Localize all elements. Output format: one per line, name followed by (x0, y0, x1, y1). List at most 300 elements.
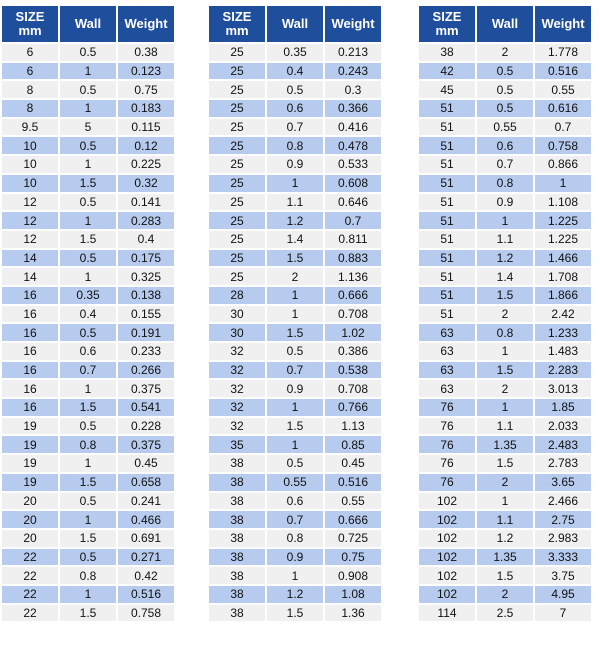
wall-cell: 1 (60, 455, 116, 472)
table-row (209, 81, 381, 98)
weight-cell: 0.55 (325, 493, 381, 510)
wall-cell: 1.2 (267, 586, 323, 603)
table-row (419, 586, 591, 603)
size-cell: 12 (2, 212, 58, 229)
wall-cell: 0.5 (477, 63, 533, 80)
weight-cell: 0.325 (118, 268, 174, 285)
size-cell: 51 (419, 268, 475, 285)
weight-cell: 2.283 (535, 362, 591, 379)
weight-cell: 0.271 (118, 549, 174, 566)
table-row (209, 418, 381, 435)
wall-cell: 1 (477, 212, 533, 229)
weight-cell: 1.225 (535, 212, 591, 229)
wall-cell: 1 (60, 156, 116, 173)
wall-cell: 0.5 (60, 81, 116, 98)
wall-cell: 1.2 (477, 530, 533, 547)
table-row (209, 324, 381, 341)
table-row (209, 399, 381, 416)
wall-cell: 0.6 (477, 137, 533, 154)
wall-cell: 1.5 (267, 605, 323, 622)
wall-cell: 1 (267, 287, 323, 304)
weight-cell: 0.416 (325, 119, 381, 136)
header-wall: Wall (267, 6, 323, 42)
wall-cell: 0.55 (267, 474, 323, 491)
size-cell: 102 (419, 586, 475, 603)
size-cell: 25 (209, 81, 265, 98)
weight-cell: 0.55 (535, 81, 591, 98)
size-cell: 22 (2, 586, 58, 603)
weight-cell: 0.908 (325, 567, 381, 584)
weight-cell: 0.45 (325, 455, 381, 472)
table-row (2, 306, 174, 323)
size-cell: 38 (209, 474, 265, 491)
size-cell: 76 (419, 399, 475, 416)
wall-cell: 2 (267, 268, 323, 285)
weight-cell: 0.115 (118, 119, 174, 136)
weight-cell: 0.811 (325, 231, 381, 248)
table-row (419, 231, 591, 248)
size-cell: 38 (209, 530, 265, 547)
table-row (419, 493, 591, 510)
weight-cell: 0.191 (118, 324, 174, 341)
wall-cell: 0.5 (267, 81, 323, 98)
table-row (209, 175, 381, 192)
weight-cell: 0.243 (325, 63, 381, 80)
wall-cell: 0.4 (60, 306, 116, 323)
wall-cell: 1 (267, 567, 323, 584)
header-size: SIZE mm (209, 6, 265, 42)
size-cell: 63 (419, 380, 475, 397)
wall-cell: 1.5 (477, 567, 533, 584)
weight-cell: 0.375 (118, 380, 174, 397)
weight-cell: 2.75 (535, 511, 591, 528)
table-row (419, 436, 591, 453)
wall-cell: 1 (60, 63, 116, 80)
size-cell: 35 (209, 436, 265, 453)
table-row (419, 156, 591, 173)
table-row (419, 63, 591, 80)
wall-cell: 0.7 (267, 511, 323, 528)
weight-cell: 2.483 (535, 436, 591, 453)
wall-cell: 1.4 (267, 231, 323, 248)
size-cell: 10 (2, 156, 58, 173)
size-cell: 30 (209, 306, 265, 323)
weight-cell: 0.366 (325, 100, 381, 117)
wall-cell: 1 (267, 436, 323, 453)
wall-cell: 0.5 (60, 493, 116, 510)
table-row (209, 137, 381, 154)
table-row (419, 380, 591, 397)
weight-cell: 1.136 (325, 268, 381, 285)
weight-cell: 1.225 (535, 231, 591, 248)
weight-cell: 0.386 (325, 343, 381, 360)
table-row (419, 175, 591, 192)
size-cell: 12 (2, 231, 58, 248)
weight-cell: 0.666 (325, 511, 381, 528)
wall-cell: 1.5 (60, 175, 116, 192)
wall-cell: 1 (477, 493, 533, 510)
table-row (2, 362, 174, 379)
table-row (209, 511, 381, 528)
weight-cell: 0.691 (118, 530, 174, 547)
table-row (2, 455, 174, 472)
size-cell: 16 (2, 287, 58, 304)
size-cell: 102 (419, 567, 475, 584)
wall-cell: 0.5 (477, 100, 533, 117)
table-row (209, 586, 381, 603)
size-cell: 14 (2, 268, 58, 285)
size-cell: 8 (2, 100, 58, 117)
wall-cell: 0.8 (267, 137, 323, 154)
size-cell: 16 (2, 380, 58, 397)
header-weight: Weight (325, 6, 381, 42)
table-row (2, 549, 174, 566)
size-cell: 22 (2, 605, 58, 622)
weight-cell: 1.85 (535, 399, 591, 416)
wall-cell: 0.5 (60, 194, 116, 211)
wall-cell: 1 (60, 586, 116, 603)
size-cell: 25 (209, 250, 265, 267)
weight-cell: 0.85 (325, 436, 381, 453)
weight-cell: 0.38 (118, 44, 174, 61)
size-cell: 76 (419, 474, 475, 491)
wall-cell: 0.35 (60, 287, 116, 304)
size-cell: 19 (2, 455, 58, 472)
wall-cell: 2 (477, 380, 533, 397)
wall-cell: 0.6 (267, 493, 323, 510)
size-cell: 25 (209, 44, 265, 61)
wall-cell: 2 (477, 586, 533, 603)
weight-cell: 0.516 (325, 474, 381, 491)
weight-cell: 0.32 (118, 175, 174, 192)
wall-cell: 1 (267, 175, 323, 192)
size-cell: 76 (419, 418, 475, 435)
wall-cell: 1 (477, 343, 533, 360)
wall-cell: 0.7 (267, 362, 323, 379)
size-cell: 25 (209, 119, 265, 136)
size-cell: 63 (419, 362, 475, 379)
weight-cell: 0.538 (325, 362, 381, 379)
table-row (2, 250, 174, 267)
size-cell: 38 (209, 455, 265, 472)
size-cell: 6 (2, 44, 58, 61)
table-row (2, 343, 174, 360)
weight-cell: 2.466 (535, 493, 591, 510)
table-row (209, 455, 381, 472)
wall-cell: 0.5 (477, 81, 533, 98)
table-row (209, 530, 381, 547)
size-cell: 16 (2, 362, 58, 379)
table-row (2, 380, 174, 397)
weight-cell: 1 (535, 175, 591, 192)
table-row (209, 436, 381, 453)
wall-cell: 0.5 (267, 455, 323, 472)
wall-cell: 2 (477, 44, 533, 61)
table-row (209, 474, 381, 491)
size-cell: 25 (209, 63, 265, 80)
size-cell: 42 (419, 63, 475, 80)
weight-cell: 0.646 (325, 194, 381, 211)
weight-cell: 0.516 (118, 586, 174, 603)
table-row (2, 268, 174, 285)
wall-cell: 0.8 (60, 567, 116, 584)
weight-cell: 0.7 (325, 212, 381, 229)
weight-cell: 0.7 (535, 119, 591, 136)
size-cell: 38 (209, 493, 265, 510)
size-cell: 38 (419, 44, 475, 61)
table-row (419, 100, 591, 117)
wall-cell: 0.9 (477, 194, 533, 211)
wall-cell: 0.5 (60, 250, 116, 267)
table-row (2, 156, 174, 173)
size-wall-weight-table-1 (0, 4, 176, 623)
table-row (209, 119, 381, 136)
wall-cell: 0.6 (60, 343, 116, 360)
weight-cell: 0.42 (118, 567, 174, 584)
weight-cell: 1.866 (535, 287, 591, 304)
table-row (2, 81, 174, 98)
weight-cell: 2.033 (535, 418, 591, 435)
wall-cell: 0.5 (60, 44, 116, 61)
size-cell: 22 (2, 549, 58, 566)
table-row (209, 567, 381, 584)
weight-cell: 3.333 (535, 549, 591, 566)
wall-cell: 1.5 (267, 250, 323, 267)
wall-cell: 1.2 (267, 212, 323, 229)
wall-cell: 1 (60, 268, 116, 285)
wall-cell: 0.7 (267, 119, 323, 136)
wall-cell: 1 (267, 399, 323, 416)
wall-cell: 1.4 (477, 268, 533, 285)
size-cell: 20 (2, 511, 58, 528)
size-cell: 12 (2, 194, 58, 211)
table-row (419, 324, 591, 341)
size-cell: 32 (209, 362, 265, 379)
table-row (209, 231, 381, 248)
wall-cell: 1 (60, 212, 116, 229)
table-row (419, 455, 591, 472)
size-cell: 76 (419, 455, 475, 472)
size-cell: 38 (209, 567, 265, 584)
table-row (209, 287, 381, 304)
wall-cell: 1.1 (477, 231, 533, 248)
weight-cell: 0.758 (118, 605, 174, 622)
wall-cell: 0.9 (267, 549, 323, 566)
weight-cell: 0.666 (325, 287, 381, 304)
table-row (209, 100, 381, 117)
wall-cell: 1.1 (477, 418, 533, 435)
size-cell: 114 (419, 605, 475, 622)
table-row (419, 474, 591, 491)
wall-cell: 2 (477, 474, 533, 491)
weight-cell: 0.725 (325, 530, 381, 547)
size-cell: 51 (419, 175, 475, 192)
size-wall-weight-table-2 (207, 4, 383, 623)
size-cell: 32 (209, 418, 265, 435)
table-row (209, 549, 381, 566)
weight-cell: 0.766 (325, 399, 381, 416)
wall-cell: 0.9 (267, 380, 323, 397)
weight-cell: 2.42 (535, 306, 591, 323)
wall-cell: 1.5 (267, 324, 323, 341)
size-cell: 38 (209, 511, 265, 528)
weight-cell: 1.466 (535, 250, 591, 267)
weight-cell: 0.533 (325, 156, 381, 173)
size-cell: 10 (2, 137, 58, 154)
weight-cell: 0.4 (118, 231, 174, 248)
wall-cell: 1.5 (60, 530, 116, 547)
table-row (419, 212, 591, 229)
wall-cell: 1.5 (477, 455, 533, 472)
wall-cell: 0.5 (267, 343, 323, 360)
header-weight: Weight (118, 6, 174, 42)
table-row (2, 175, 174, 192)
table-row (2, 399, 174, 416)
header-weight: Weight (535, 6, 591, 42)
size-cell: 16 (2, 343, 58, 360)
size-cell: 16 (2, 306, 58, 323)
table-row (2, 100, 174, 117)
table-row (419, 399, 591, 416)
weight-cell: 7 (535, 605, 591, 622)
wall-cell: 1 (477, 399, 533, 416)
wall-cell: 5 (60, 119, 116, 136)
weight-cell: 0.228 (118, 418, 174, 435)
wall-cell: 1.5 (60, 231, 116, 248)
size-cell: 51 (419, 119, 475, 136)
wall-cell: 0.8 (60, 436, 116, 453)
weight-cell: 0.478 (325, 137, 381, 154)
table-row (2, 530, 174, 547)
table-row (419, 194, 591, 211)
table-row (419, 511, 591, 528)
size-cell: 45 (419, 81, 475, 98)
size-cell: 102 (419, 493, 475, 510)
table-row (209, 380, 381, 397)
wall-cell: 0.4 (267, 63, 323, 80)
weight-cell: 0.155 (118, 306, 174, 323)
wall-cell: 1.5 (60, 605, 116, 622)
weight-cell: 0.183 (118, 100, 174, 117)
weight-cell: 0.12 (118, 137, 174, 154)
weight-cell: 1.708 (535, 268, 591, 285)
table-row (419, 343, 591, 360)
weight-cell: 0.866 (535, 156, 591, 173)
weight-cell: 0.75 (118, 81, 174, 98)
table-row (2, 511, 174, 528)
weight-cell: 0.241 (118, 493, 174, 510)
size-cell: 22 (2, 567, 58, 584)
header-wall: Wall (477, 6, 533, 42)
weight-cell: 1.02 (325, 324, 381, 341)
weight-cell: 0.141 (118, 194, 174, 211)
wall-cell: 1 (60, 100, 116, 117)
weight-cell: 1.08 (325, 586, 381, 603)
table-row (419, 418, 591, 435)
size-cell: 51 (419, 194, 475, 211)
weight-cell: 1.483 (535, 343, 591, 360)
weight-cell: 0.616 (535, 100, 591, 117)
weight-cell: 0.123 (118, 63, 174, 80)
weight-cell: 0.138 (118, 287, 174, 304)
wall-cell: 1.5 (267, 418, 323, 435)
table-row (419, 530, 591, 547)
size-cell: 19 (2, 436, 58, 453)
wall-cell: 0.8 (477, 324, 533, 341)
weight-cell: 3.65 (535, 474, 591, 491)
wall-cell: 1 (60, 380, 116, 397)
size-cell: 25 (209, 268, 265, 285)
wall-cell: 1.5 (60, 399, 116, 416)
table-row (209, 156, 381, 173)
wall-cell: 0.7 (60, 362, 116, 379)
weight-cell: 0.375 (118, 436, 174, 453)
size-cell: 30 (209, 324, 265, 341)
table-row (2, 44, 174, 61)
table-row (419, 567, 591, 584)
table-row (209, 493, 381, 510)
size-cell: 32 (209, 380, 265, 397)
table-row (209, 63, 381, 80)
weight-cell: 3.75 (535, 567, 591, 584)
size-cell: 51 (419, 137, 475, 154)
size-cell: 32 (209, 343, 265, 360)
size-cell: 25 (209, 194, 265, 211)
table-row (2, 119, 174, 136)
table-row (2, 586, 174, 603)
size-cell: 63 (419, 324, 475, 341)
size-cell: 32 (209, 399, 265, 416)
size-cell: 51 (419, 287, 475, 304)
weight-cell: 0.658 (118, 474, 174, 491)
weight-cell: 0.225 (118, 156, 174, 173)
size-cell: 6 (2, 63, 58, 80)
wall-cell: 0.55 (477, 119, 533, 136)
size-cell: 25 (209, 212, 265, 229)
table-row (2, 436, 174, 453)
weight-cell: 1.778 (535, 44, 591, 61)
wall-cell: 1.5 (60, 474, 116, 491)
weight-cell: 0.541 (118, 399, 174, 416)
wall-cell: 1.2 (477, 250, 533, 267)
table-row (419, 250, 591, 267)
weight-cell: 1.233 (535, 324, 591, 341)
table-row (2, 324, 174, 341)
table-row (209, 212, 381, 229)
wall-cell: 1.5 (477, 362, 533, 379)
table-row (2, 567, 174, 584)
size-cell: 76 (419, 436, 475, 453)
wall-cell: 2 (477, 306, 533, 323)
table-row (2, 418, 174, 435)
weight-cell: 2.983 (535, 530, 591, 547)
table-row (2, 194, 174, 211)
weight-cell: 0.3 (325, 81, 381, 98)
size-cell: 10 (2, 175, 58, 192)
size-cell: 16 (2, 399, 58, 416)
size-cell: 28 (209, 287, 265, 304)
size-cell: 38 (209, 605, 265, 622)
wall-cell: 0.8 (267, 530, 323, 547)
table-row (2, 474, 174, 491)
header-size: SIZE mm (2, 6, 58, 42)
size-cell: 16 (2, 324, 58, 341)
weight-cell: 0.708 (325, 380, 381, 397)
size-cell: 20 (2, 530, 58, 547)
weight-cell: 0.233 (118, 343, 174, 360)
table-row (2, 605, 174, 622)
weight-cell: 0.516 (535, 63, 591, 80)
